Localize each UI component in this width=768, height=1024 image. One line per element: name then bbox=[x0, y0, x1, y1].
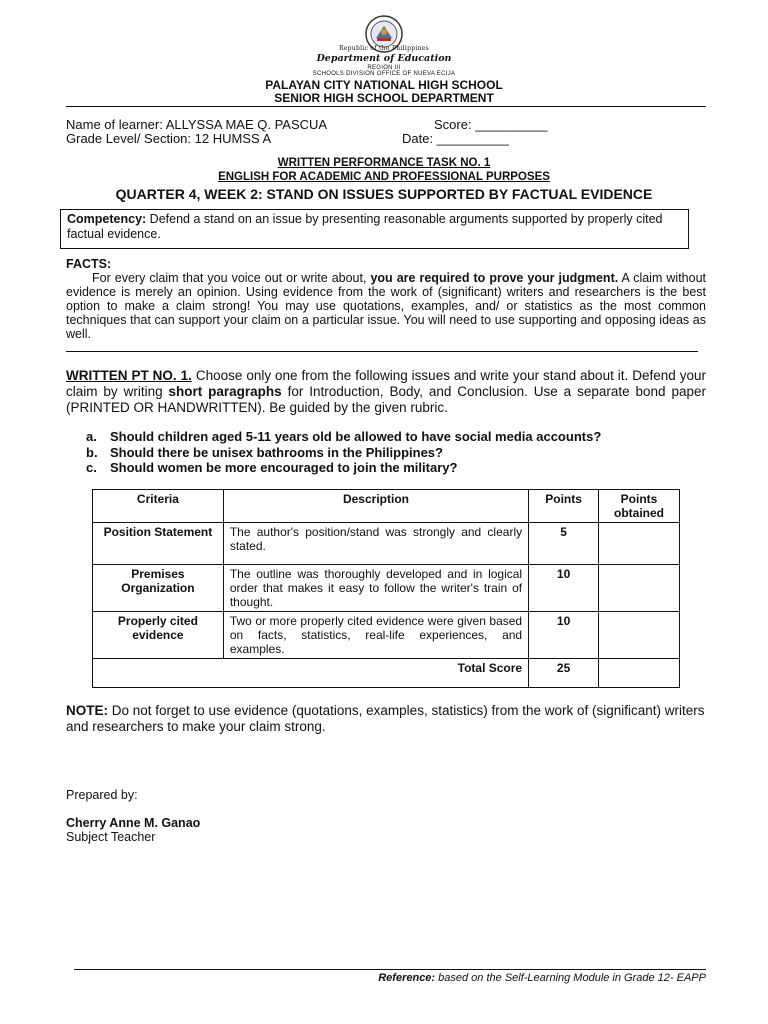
prepared-label: Prepared by: bbox=[66, 788, 138, 802]
issue-label: b. bbox=[86, 444, 98, 460]
school-name: PALAYAN CITY NATIONAL HIGH SCHOOL bbox=[265, 78, 503, 92]
issue-text: Should there be unisex bathrooms in the Philippines? bbox=[110, 444, 443, 460]
issue-item-c bbox=[86, 460, 601, 476]
issue-text: Should women be more encouraged to join the military? bbox=[110, 460, 458, 475]
date-field: Date: __________ bbox=[402, 131, 509, 146]
task-text-a: Choose only one from the following issues and write your stand about it. Defend your claim by writing bbox=[66, 368, 706, 399]
total-label: Total Score bbox=[93, 659, 529, 688]
header-points-obtained: Points obtained bbox=[599, 490, 680, 523]
subject-title: ENGLISH FOR ACADEMIC AND PROFESSIONAL PURPOSES bbox=[218, 171, 550, 183]
teacher-role: Subject Teacher bbox=[66, 830, 156, 844]
note-label: NOTE: bbox=[66, 703, 108, 718]
facts-paragraph bbox=[66, 271, 706, 341]
teacher-name: Cherry Anne M. Ganao bbox=[66, 816, 201, 830]
quarter-title: QUARTER 4, WEEK 2: STAND ON ISSUES SUPPORTED BY FACTUAL EVIDENCE bbox=[115, 186, 653, 202]
footer-divider bbox=[74, 969, 706, 970]
header-description: Description bbox=[223, 490, 528, 523]
description-cell: Two or more properly cited evidence were given based on facts, statistics, real-life experiences, and examples. bbox=[223, 612, 528, 659]
total-obtained-cell[interactable] bbox=[599, 659, 680, 688]
score-field: Score: __________ bbox=[434, 117, 548, 132]
header-criteria: Criteria bbox=[93, 490, 224, 523]
points-obtained-cell[interactable] bbox=[599, 565, 680, 612]
facts-text-bold: you are required to prove your judgment. bbox=[370, 271, 619, 285]
points-cell: 10 bbox=[529, 612, 599, 659]
region-text: REGION III bbox=[367, 65, 401, 71]
facts-text-b: A claim without evidence is merely an opinion. Using evidence from the work of (significant) writers and researchers is the best option to make a claim strong! You may use quotations, examples, and/ or statistics as the most common techniques that can support your claim on a particular issue. You will need to use supporting and opposing ideas as well. bbox=[66, 271, 706, 341]
total-points: 25 bbox=[529, 659, 599, 688]
header-divider bbox=[66, 106, 706, 107]
header-points: Points bbox=[529, 490, 599, 523]
issue-text: Should children aged 5-11 years old be allowed to have social media accounts? bbox=[110, 429, 602, 444]
competency-box bbox=[60, 209, 689, 249]
criteria-cell: Position Statement bbox=[93, 523, 224, 565]
reference-label: Reference: bbox=[378, 972, 436, 984]
grade-section: Grade Level/ Section: 12 HUMSS A bbox=[66, 131, 272, 146]
points-obtained-cell[interactable] bbox=[599, 523, 680, 565]
total-row bbox=[93, 659, 680, 688]
points-cell: 5 bbox=[529, 523, 599, 565]
description-cell: The author's position/stand was strongly and clearly stated. bbox=[223, 523, 528, 565]
learner-name: Name of learner: ALLYSSA MAE Q. PASCUA bbox=[66, 117, 328, 132]
rubric-table bbox=[92, 489, 680, 688]
reference-text: based on the Self-Learning Module in Grade 12- EAPP bbox=[435, 972, 706, 984]
issue-item-a bbox=[86, 429, 601, 445]
issue-item-b bbox=[86, 445, 601, 461]
department-text: Department of Education bbox=[316, 53, 452, 64]
table-row bbox=[93, 612, 680, 659]
rubric-header-row bbox=[93, 490, 680, 523]
note-text: Do not forget to use evidence (quotations, examples, statistics) from the work of (significant) writers and researchers to make your claim strong. bbox=[66, 703, 705, 734]
competency-label: Competency: bbox=[67, 212, 147, 226]
task-paragraph bbox=[66, 368, 706, 416]
division-text: SCHOOLS DIVISION OFFICE OF NUEVA ECIJA bbox=[312, 71, 456, 77]
facts-text-a: For every claim that you voice out or write about, bbox=[92, 271, 371, 285]
description-cell: The outline was thoroughly developed and in logical order that makes it easy to follow the writer's train of thought. bbox=[223, 565, 528, 612]
table-row bbox=[93, 565, 680, 612]
points-cell: 10 bbox=[529, 565, 599, 612]
facts-label: FACTS: bbox=[66, 257, 112, 271]
task-text-b: for Introduction, Body, and Conclusion. Use a separate bond paper (PRINTED OR HANDWRITTEN). Be guided by the given rubric. bbox=[66, 384, 706, 415]
facts-divider bbox=[66, 351, 698, 352]
task-label: WRITTEN PT NO. 1. bbox=[66, 368, 192, 383]
note-paragraph bbox=[66, 703, 706, 735]
competency-text: Defend a stand on an issue by presenting reasonable arguments supported by properly cited factual evidence. bbox=[67, 212, 663, 241]
department-name: SENIOR HIGH SCHOOL DEPARTMENT bbox=[274, 91, 494, 105]
reference-note bbox=[378, 972, 706, 984]
criteria-cell: Premises Organization bbox=[93, 565, 224, 612]
table-row bbox=[93, 523, 680, 565]
task-title: WRITTEN PERFORMANCE TASK NO. 1 bbox=[277, 157, 491, 169]
issue-label: a. bbox=[86, 429, 97, 444]
points-obtained-cell[interactable] bbox=[599, 612, 680, 659]
issue-label: c. bbox=[86, 460, 97, 475]
criteria-cell: Properly cited evidence bbox=[93, 612, 224, 659]
issue-list bbox=[86, 429, 601, 476]
republic-text: Republic of the Philippines bbox=[338, 45, 430, 52]
task-text-bold: short paragraphs bbox=[168, 384, 282, 399]
